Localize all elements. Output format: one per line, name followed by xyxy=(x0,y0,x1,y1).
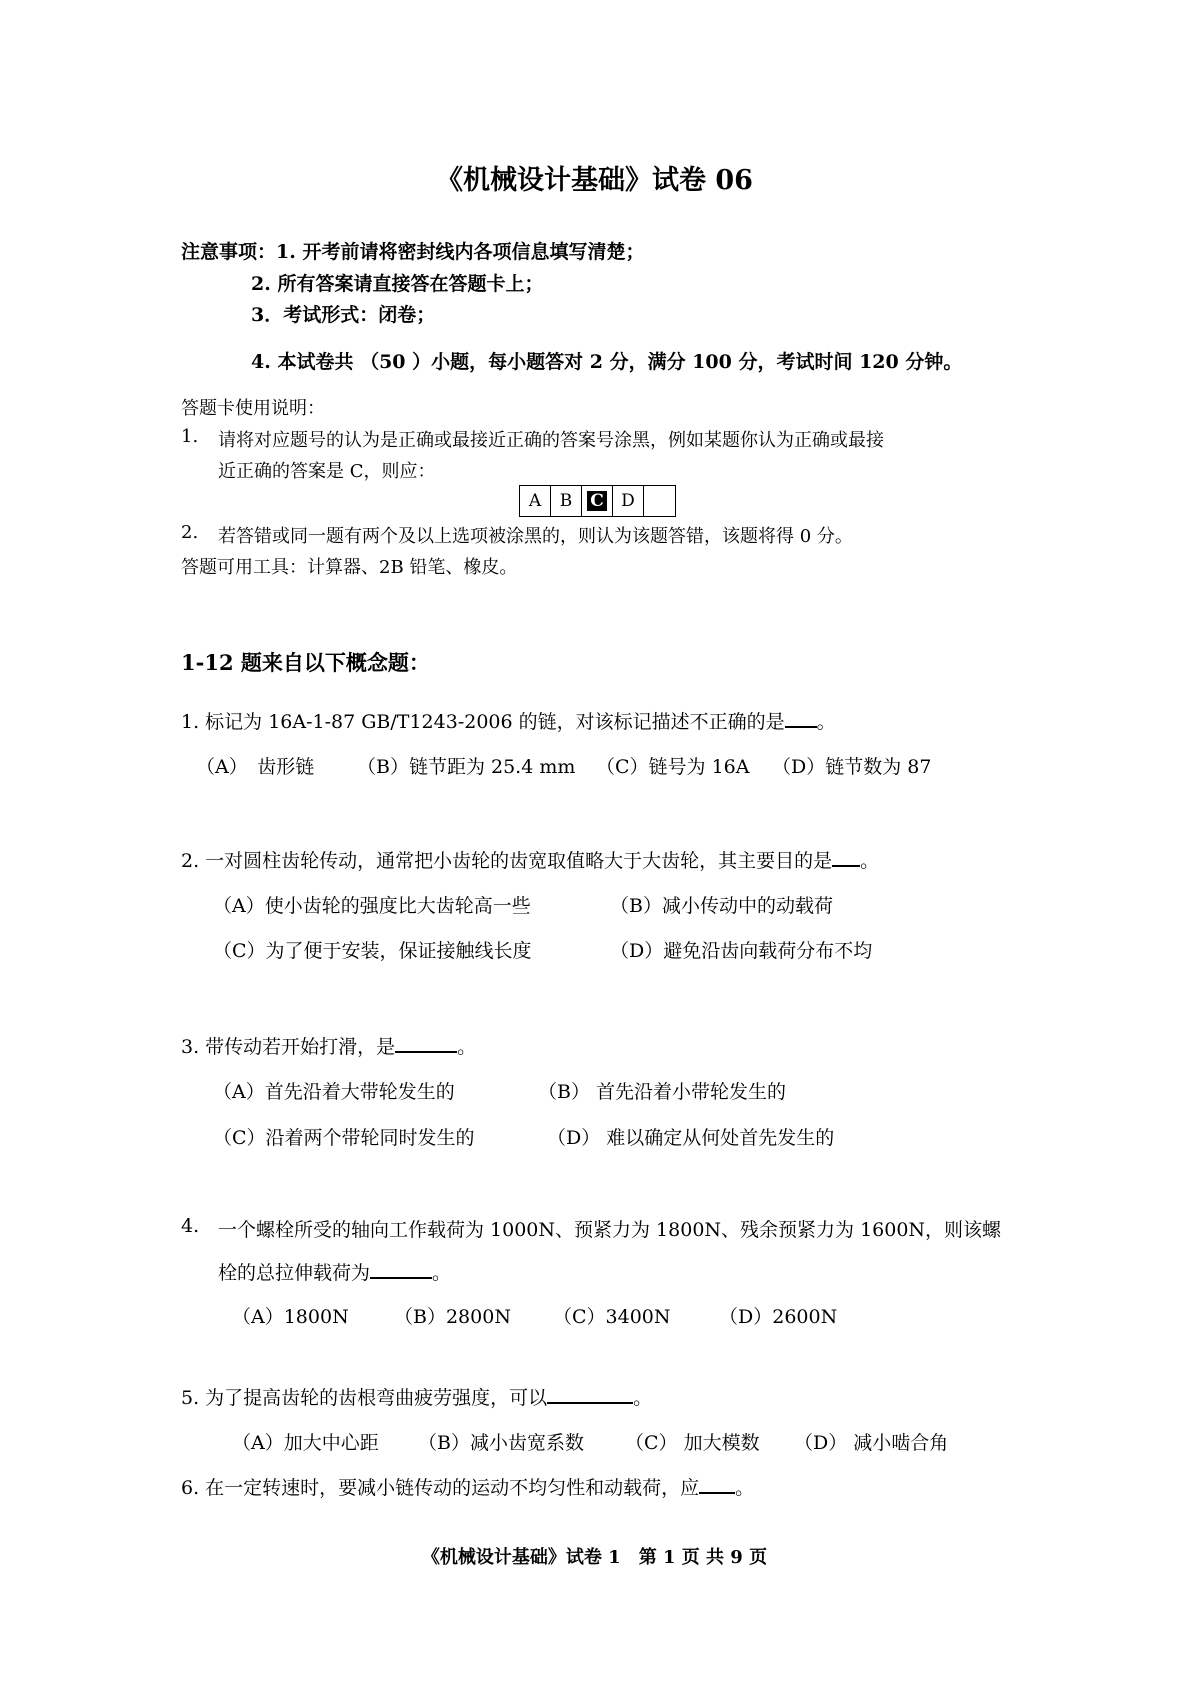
answer-blank xyxy=(832,845,860,867)
answer-blank xyxy=(547,1382,633,1404)
question-5-option-a: （A）加大中心距 xyxy=(232,1432,379,1454)
card-item-2: 若答错或同一题有两个及以上选项被涂黑的，则认为该题答错，该题将得 0 分。 xyxy=(218,526,853,547)
notice-item-1: 1. 开考前请将密封线内各项信息填写清楚； xyxy=(276,241,645,263)
question-3-option-d: （D） 难以确定从何处首先发生的 xyxy=(547,1127,835,1149)
card-tools: 答题可用工具：计算器、2B 铅笔、橡皮。 xyxy=(181,557,518,578)
question-5-option-d: （D） 减小啮合角 xyxy=(794,1432,949,1454)
answer-blank xyxy=(395,1031,457,1053)
answer-blank xyxy=(785,706,817,728)
question-1-option-c: （C）链号为 16A xyxy=(596,756,750,778)
card-item-1-number: 1. xyxy=(181,426,199,447)
question-3-option-b: （B） 首先沿着小带轮发生的 xyxy=(538,1081,787,1103)
question-6-stem: 6. 在一定转速时，要减小链传动的运动不均匀性和动载荷，应 。 xyxy=(181,1472,754,1500)
question-2-option-c: （C）为了便于安装，保证接触线长度 xyxy=(213,940,532,962)
notice-item-3: 3．考试形式：闭卷； xyxy=(251,304,436,326)
answer-cell-c-filled: C xyxy=(582,486,613,516)
sample-answer-box xyxy=(519,485,676,517)
card-heading: 答题卡使用说明： xyxy=(181,398,325,419)
answer-blank xyxy=(370,1257,432,1279)
question-4-option-a: （A）1800N xyxy=(232,1306,349,1328)
notice-item-4: 4. 本试卷共 （50 ）小题，每小题答对 2 分，满分 100 分，考试时间 120 分钟。 xyxy=(251,351,963,373)
question-3-stem: 3. 带传动若开始打滑，是 。 xyxy=(181,1031,476,1059)
question-1-option-b: （B）链节距为 25.4 mm xyxy=(357,756,576,778)
question-1-option-d: （D）链节数为 87 xyxy=(772,756,932,778)
answer-blank xyxy=(699,1472,735,1494)
question-2-option-d: （D）避免沿齿向载荷分布不均 xyxy=(610,940,873,962)
answer-cell-a: A xyxy=(520,486,551,516)
question-4-option-d: （D）2600N xyxy=(719,1306,838,1328)
question-1-option-a: （A） 齿形链 xyxy=(196,756,315,778)
question-4-option-c: （C）3400N xyxy=(553,1306,671,1328)
question-4-line-1: 一个螺栓所受的轴向工作载荷为 1000N、预紧力为 1800N、残余预紧力为 1600N，则该螺 xyxy=(218,1219,1002,1241)
question-3-option-c: （C）沿着两个带轮同时发生的 xyxy=(213,1127,475,1149)
section-heading: 1-12 题来自以下概念题： xyxy=(181,650,430,675)
answer-cell-d: D xyxy=(613,486,644,516)
card-item-1-line-1: 请将对应题号的认为是正确或最接近正确的答案号涂黑，例如某题你认为正确或最接 xyxy=(218,430,884,451)
question-2-stem: 2. 一对圆柱齿轮传动，通常把小齿轮的齿宽取值略大于大齿轮，其主要目的是 。 xyxy=(181,845,879,873)
page-footer: 《机械设计基础》试卷 1 第 1 页 共 9 页 xyxy=(421,1547,768,1568)
question-4-number: 4. xyxy=(181,1215,200,1237)
question-4-line-2: 栓的总拉伸载荷为 。 xyxy=(218,1257,451,1285)
notice-label: 注意事项： xyxy=(181,241,277,263)
answer-cell-b: B xyxy=(551,486,582,516)
card-item-1-line-2: 近正确的答案是 C，则应： xyxy=(218,461,436,482)
question-2-option-b: （B）减小传动中的动载荷 xyxy=(610,895,833,917)
question-5-option-c: （C） 加大模数 xyxy=(625,1432,760,1454)
notice-item-2: 2. 所有答案请直接答在答题卡上； xyxy=(251,273,544,295)
page-title: 《机械设计基础》试卷 06 xyxy=(436,165,753,196)
question-5-option-b: （B）减小齿宽系数 xyxy=(418,1432,584,1454)
question-2-option-a: （A）使小齿轮的强度比大齿轮高一些 xyxy=(213,895,531,917)
question-3-option-a: （A）首先沿着大带轮发生的 xyxy=(213,1081,455,1103)
answer-cell-empty xyxy=(644,486,675,516)
question-5-stem: 5. 为了提高齿轮的齿根弯曲疲劳强度，可以 。 xyxy=(181,1382,652,1410)
question-1-stem: 1. 标记为 16A-1-87 GB/T1243-2006 的链，对该标记描述不正确的是 。 xyxy=(181,706,836,734)
notice-line-1 xyxy=(181,237,644,264)
question-4-option-b: （B）2800N xyxy=(394,1306,511,1328)
card-item-2-number: 2. xyxy=(181,522,199,543)
